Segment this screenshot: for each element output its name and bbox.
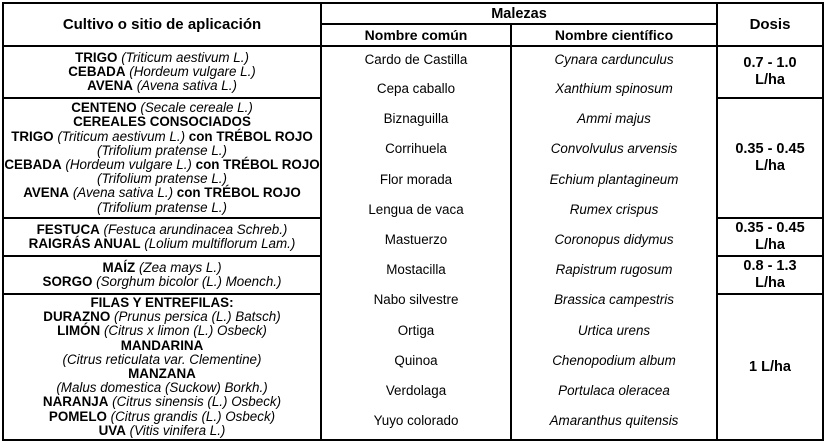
- crop-line: RAIGRÁS ANUAL (Lolium multiflorum Lam.): [28, 236, 296, 251]
- header-crop: Cultivo o sitio de aplicación: [3, 3, 321, 46]
- weed-common-name: Ortiga: [397, 322, 435, 338]
- weed-scientific-name: Amaranthus quitensis: [549, 413, 679, 429]
- crop-line: (Malus domestica (Suckow) Borkh.): [56, 380, 268, 396]
- dose-group-3: 0.35 - 0.45 L/ha: [717, 218, 823, 256]
- weed-scientific-name: Chenopodium album: [552, 352, 676, 368]
- crop-line: AVENA (Avena sativa L.) con TRÉBOL ROJO (Trifolium pratense L.): [23, 185, 301, 215]
- dose-group-5: 1 L/ha: [717, 294, 823, 440]
- crop-line: TRIGO (Triticum aestivum L.): [75, 49, 249, 65]
- weed-scientific-name: Urtica urens: [577, 322, 651, 338]
- scientific-names-column: [511, 46, 717, 440]
- crop-line: MAÍZ (Zea mays L.): [102, 259, 222, 275]
- crop-group-4: [3, 256, 321, 294]
- weed-common-name: Nabo silvestre: [373, 292, 459, 308]
- crop-line: DURAZNO (Prunus persica (L.) Batsch): [43, 309, 281, 325]
- header-common-name: Nombre común: [321, 24, 511, 46]
- common-names-column: [321, 46, 511, 440]
- weed-common-name: Verdolaga: [385, 382, 447, 398]
- crop-line: CEBADA (Hordeum vulgare L.): [68, 63, 256, 79]
- crop-line: NARANJA (Citrus sinensis (L.) Osbeck): [42, 394, 282, 410]
- crop-line: MANZANA: [128, 366, 196, 381]
- header-dose: Dosis: [717, 3, 823, 46]
- weed-common-name: Lengua de vaca: [368, 201, 464, 217]
- weed-scientific-name: Convolvulus arvensis: [550, 141, 678, 157]
- crop-line: FILAS Y ENTREFILAS:: [90, 294, 234, 310]
- weed-common-name: Cepa caballo: [376, 81, 456, 96]
- crop-line: UVA (Vitis vinifera L.): [98, 422, 226, 438]
- weed-common-name: Yuyo colorado: [373, 413, 459, 429]
- dose-group-1: 0.7 - 1.0 L/ha: [717, 46, 823, 98]
- crop-group-1: [3, 46, 321, 98]
- dose-group-2: 0.35 - 0.45 L/ha: [717, 98, 823, 218]
- application-table: [2, 2, 824, 441]
- weed-scientific-name: Brassica campestris: [554, 292, 674, 308]
- header-weeds: Malezas: [321, 3, 717, 24]
- crop-line: AVENA (Avena sativa L.): [87, 78, 237, 94]
- weed-common-name: Quinoa: [394, 352, 438, 368]
- crop-line: CENTENO (Secale cereale L.): [71, 100, 253, 116]
- crop-line: LIMÓN (Citrus x limon (L.) Osbeck): [57, 323, 267, 339]
- weed-common-name: Biznaguilla: [383, 111, 449, 127]
- crop-line: (Citrus reticulata var. Clementine): [62, 351, 262, 367]
- crop-group-3: [3, 218, 321, 256]
- dose-group-4: 0.8 - 1.3 L/ha: [717, 256, 823, 294]
- weed-scientific-name: Cynara cardunculus: [554, 52, 674, 67]
- header-scientific-name: Nombre científico: [511, 24, 717, 46]
- crop-line: MANDARINA: [120, 337, 204, 353]
- weed-scientific-name: Rumex crispus: [569, 201, 659, 217]
- weed-scientific-name: Ammi majus: [577, 111, 651, 127]
- weed-scientific-name: Coronopus didymus: [554, 231, 674, 247]
- crop-group-2: [3, 98, 321, 218]
- weed-scientific-name: Portulaca oleracea: [558, 382, 670, 398]
- weed-common-name: Cardo de Castilla: [364, 52, 468, 67]
- weed-scientific-name: Rapistrum rugosum: [555, 262, 673, 278]
- weed-common-name: Mostacilla: [386, 262, 446, 278]
- crop-line: SORGO (Sorghum bicolor (L.) Moench.): [42, 274, 282, 289]
- weed-common-name: Flor morada: [379, 171, 453, 187]
- crop-group-5: [3, 294, 321, 440]
- crop-line: FESTUCA (Festuca arundinacea Schreb.): [36, 221, 288, 237]
- crop-line: CEBADA (Hordeum vulgare L.) con TRÉBOL ROJO (Trifolium pratense L.): [4, 157, 320, 187]
- weed-common-name: Mastuerzo: [384, 231, 448, 247]
- crop-line: TRIGO (Triticum aestivum L.) con TRÉBOL ROJO (Trifolium pratense L.): [11, 128, 313, 158]
- crop-line: CEREALES CONSOCIADOS: [73, 114, 251, 130]
- crop-line: POMELO (Citrus grandis (L.) Osbeck): [48, 408, 276, 424]
- weed-common-name: Corrihuela: [385, 141, 447, 157]
- weed-scientific-name: Echium plantagineum: [549, 171, 679, 187]
- weed-scientific-name: Xanthium spinosum: [555, 81, 673, 96]
